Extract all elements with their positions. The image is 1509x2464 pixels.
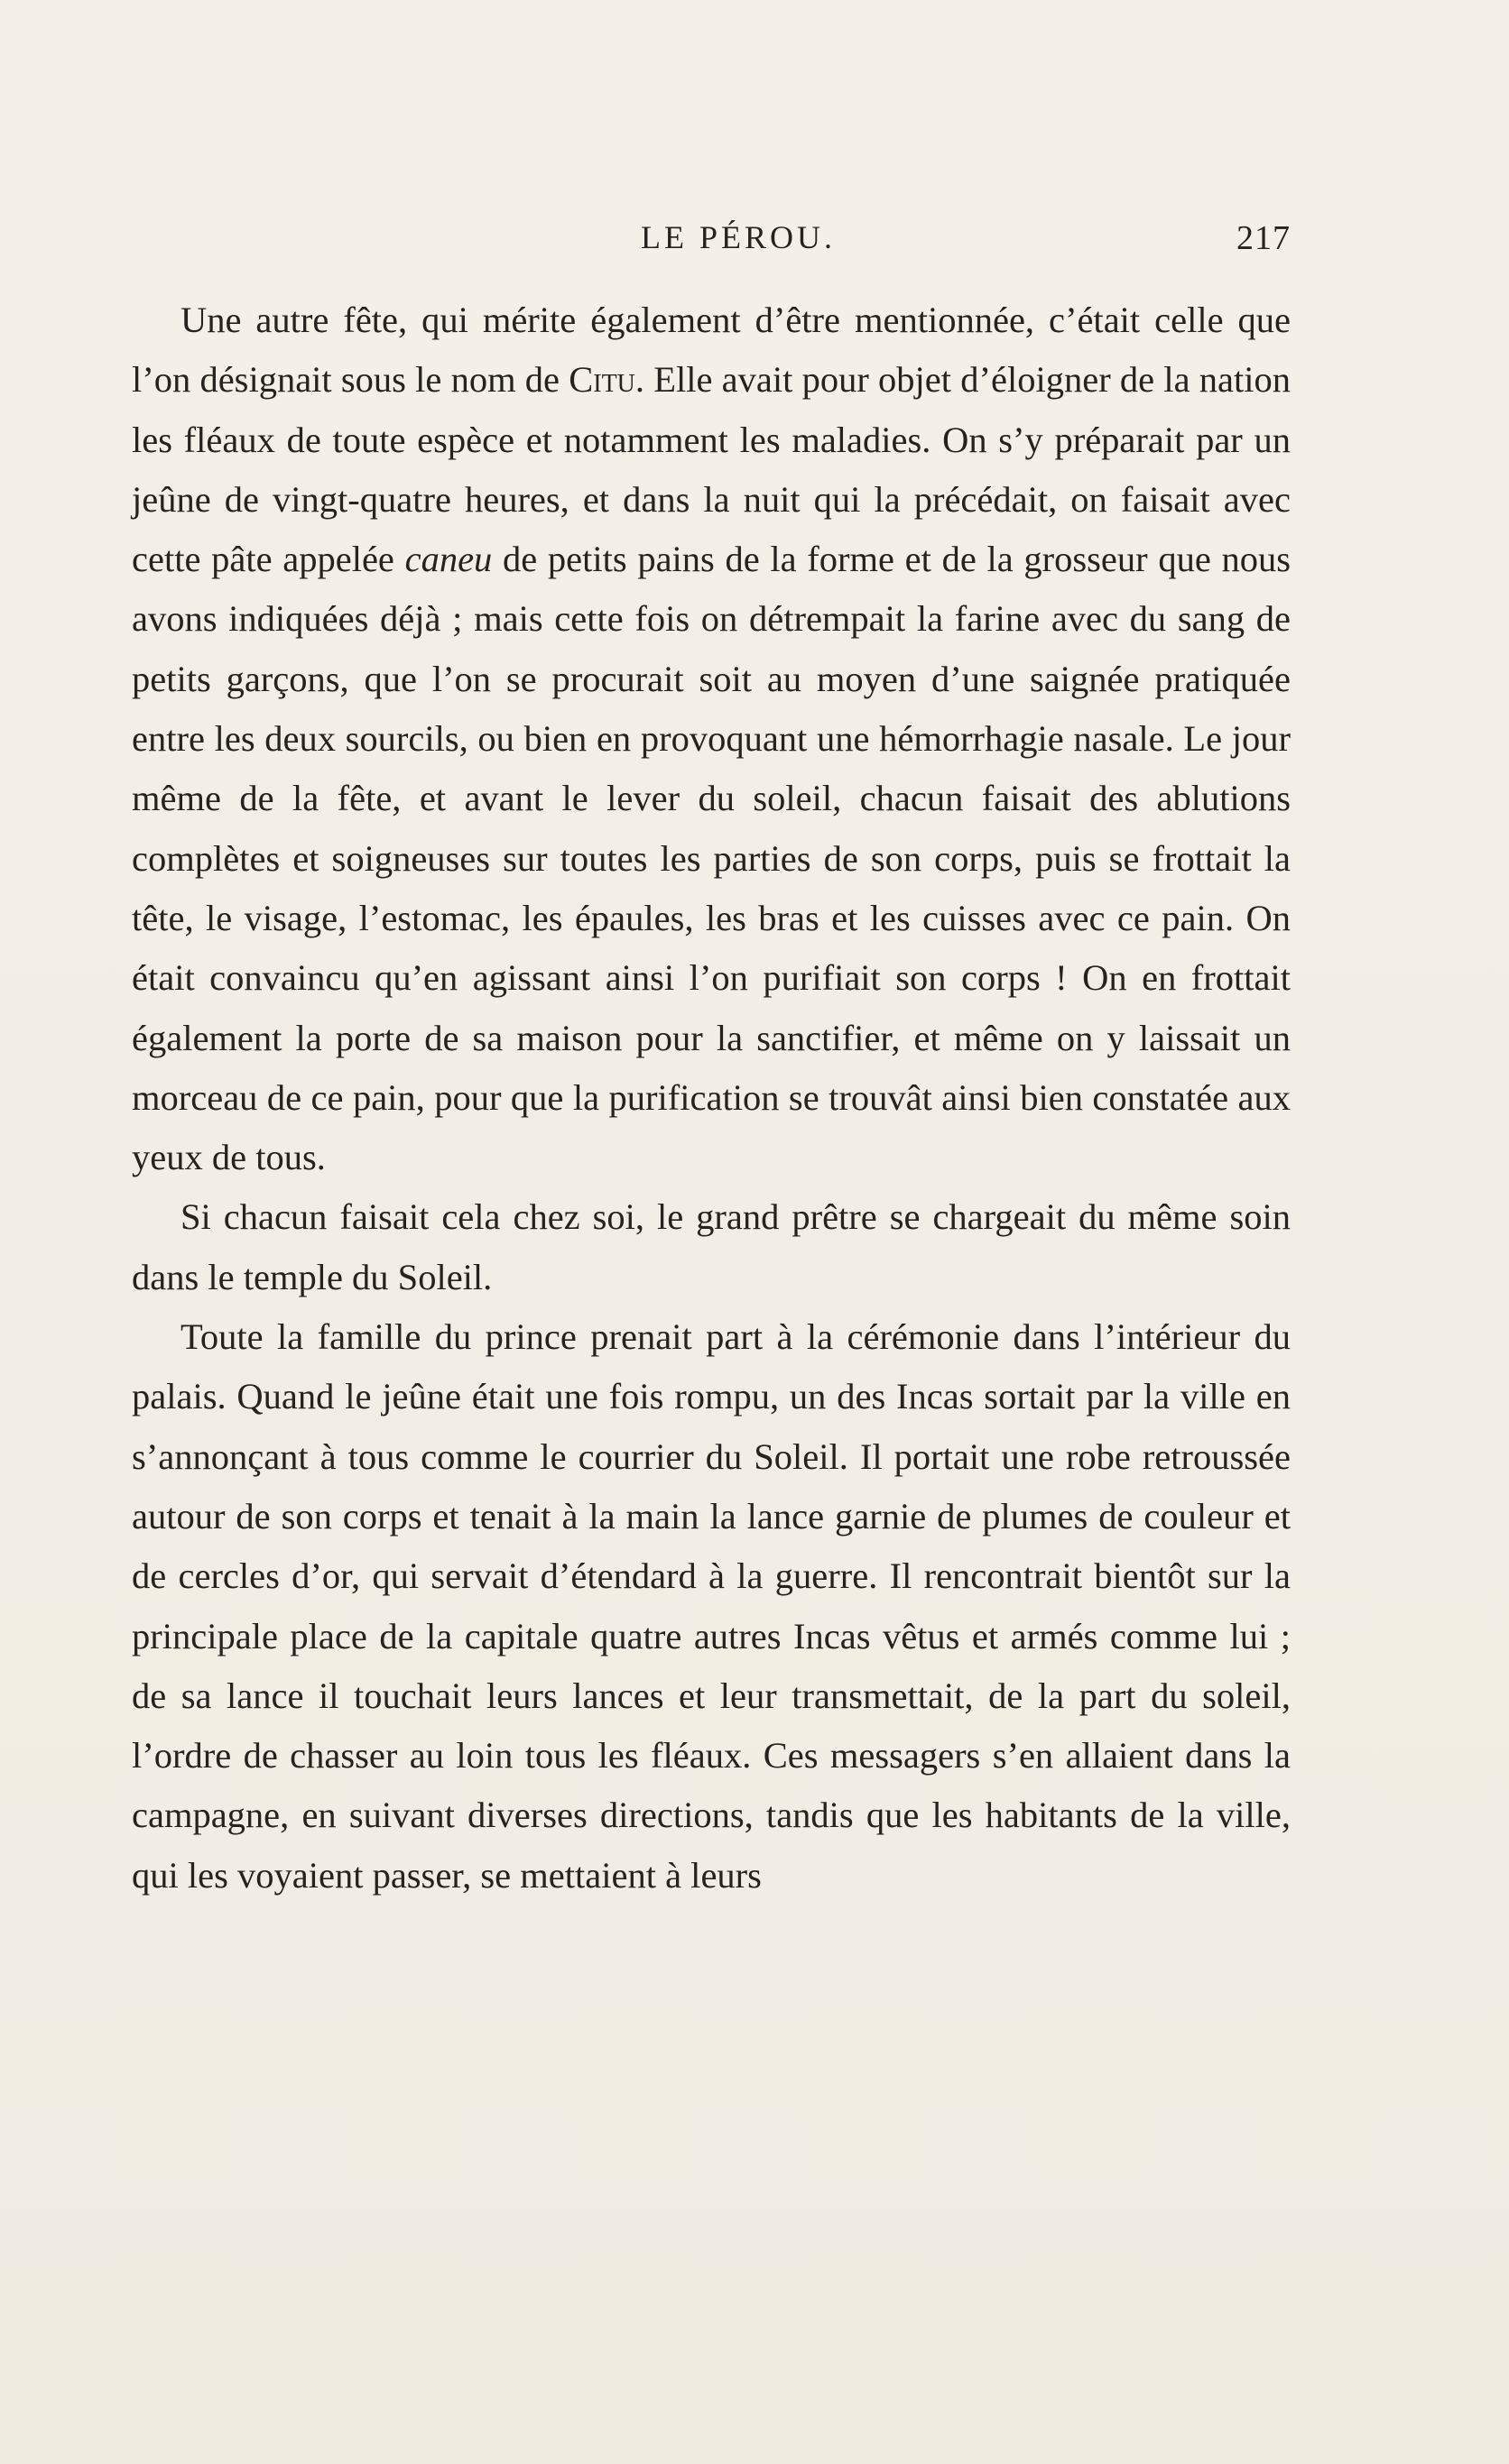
paragraph-1-text-b: . Elle avait pour objet d’éloigner de la nation les fléaux de toute espèce et notamment les maladies. On s’y préparait par un jeûne de vingt-quatre heures, et dans la nuit qui la précédait, on faisait avec cette pâte appelée xyxy=(132,359,1291,580)
page-header xyxy=(132,213,1291,267)
paragraph-1 xyxy=(132,291,1291,1187)
page-number: 217 xyxy=(1236,219,1291,257)
body-text xyxy=(132,291,1291,1906)
festival-name: Citu xyxy=(569,359,635,401)
paragraph-2: Si chacun faisait cela chez soi, le grand prêtre se chargeait du même soin dans le temple du Soleil. xyxy=(132,1196,1291,1297)
paragraph-3: Toute la famille du prince prenait part à la cérémonie dans l’intérieur du palais. Quand le jeûne était une fois rompu, un des Incas sortait par la ville en s’annonçant à tous comme le courrier du Soleil. Il portait une robe retroussée autour de son corps et tenait à la main la lance garnie de plumes de couleur et de cercles d’or, qui servait d’étendard à la guerre. Il rencontrait bientôt sur la principale place de la capitale quatre autres Incas vêtus et armés comme lui ; de sa lance il touchait leurs lances et leur transmettait, de la part du soleil, l’ordre de chasser au loin tous les fléaux. Ces messagers s’en allaient dans la campagne, en suivant diverses directions, tandis que les habitants de la ville, qui les voyaient passer, se mettaient à leurs xyxy=(132,1316,1291,1896)
paragraph-1-text-c: de petits pains de la forme et de la grosseur que nous avons indiquées déjà ; mais cette fois on détrempait la farine avec du sang de petits garçons, que l’on se procurait soit au moyen d’une saignée pratiquée entre les deux sourcils, ou bien en provoquant une hémorrhagie nasale. Le jour même de la fête, et avant le lever du soleil, chacun faisait des ablutions complètes et soigneuses sur toutes les parties de son corps, puis se frottait la tête, le visage, l’estomac, les épaules, les bras et les cuisses avec ce pain. On était convaincu qu’en agissant ainsi l’on purifiait son corps ! On en frottait également la porte de sa maison pour la sanctifier, et même on y laissait un morceau de ce pain, pour que la purification se trouvât ainsi bien constatée aux yeux de tous. xyxy=(132,539,1291,1178)
running-title: LE PÉROU. xyxy=(641,219,836,255)
paragraph-1-text-a: Une autre fête, qui mérite également d’être mentionnée, c’était celle que l’on désignait sous le nom de xyxy=(132,300,1291,401)
italic-term: caneu xyxy=(404,539,493,580)
